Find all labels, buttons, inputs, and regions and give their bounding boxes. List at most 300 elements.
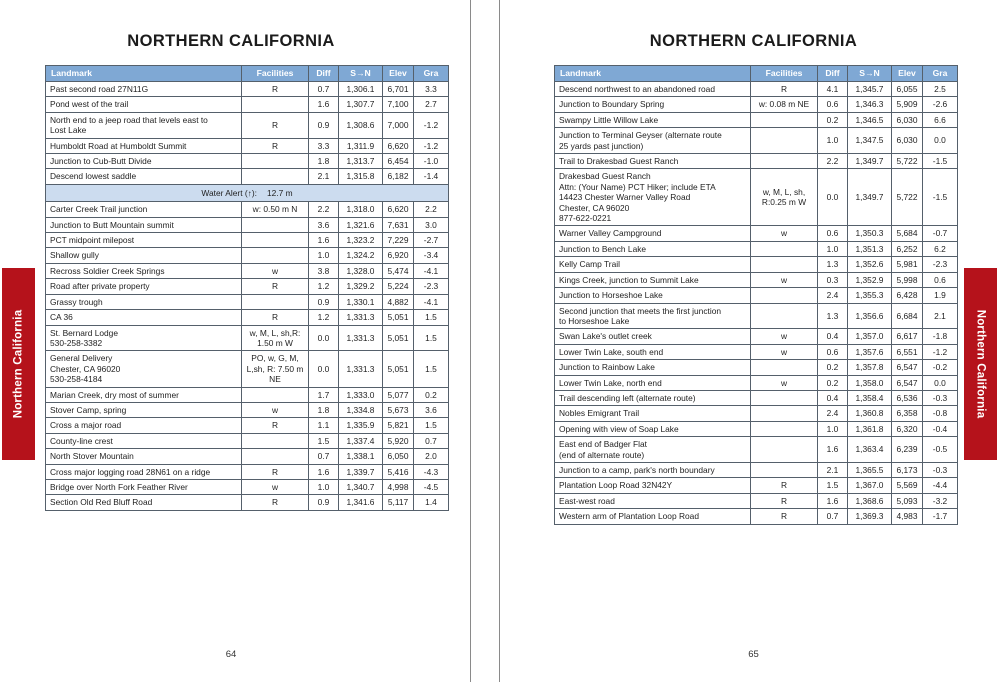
cell-gra: -2.3 bbox=[414, 279, 449, 294]
cell-elev: 5,684 bbox=[892, 226, 923, 241]
table-row bbox=[46, 279, 449, 294]
cell-landmark bbox=[555, 303, 751, 329]
column-header-diff: Diff bbox=[309, 66, 339, 82]
table-row bbox=[46, 433, 449, 448]
cell-elev: 6,547 bbox=[892, 360, 923, 375]
cell-sn: 1,349.7 bbox=[848, 169, 892, 226]
table-header-row bbox=[46, 66, 449, 82]
landmark-line: Carter Creek Trail junction bbox=[50, 204, 148, 215]
landmark-line: Opening with view of Soap Lake bbox=[559, 423, 679, 434]
cell-elev: 6,617 bbox=[892, 329, 923, 344]
cell-gra: -4.1 bbox=[414, 294, 449, 309]
water-alert-value: 12.7 m bbox=[266, 187, 293, 198]
cell-sn: 1,358.4 bbox=[848, 390, 892, 405]
cell-landmark bbox=[46, 464, 242, 479]
cell-gra: 3.3 bbox=[414, 82, 449, 97]
page-number-right: 65 bbox=[748, 649, 759, 660]
cell-sn: 1,331.3 bbox=[339, 310, 383, 325]
table-row bbox=[555, 154, 958, 169]
landmark-line: Recross Soldier Creek Springs bbox=[50, 265, 165, 276]
landmark-line: CA 36 bbox=[50, 312, 73, 323]
cell-sn: 1,360.8 bbox=[848, 406, 892, 421]
cell-diff: 1.0 bbox=[309, 479, 339, 494]
cell-diff: 0.9 bbox=[309, 495, 339, 510]
cell-facilities: w bbox=[751, 272, 818, 287]
landmark-line: 877-622-0221 bbox=[559, 213, 612, 224]
landmark-line: County-line crest bbox=[50, 435, 113, 446]
cell-landmark bbox=[555, 375, 751, 390]
landmark-line: Trail descending left (alternate route) bbox=[559, 392, 696, 403]
cell-landmark bbox=[555, 344, 751, 359]
landmark-line: Lost Lake bbox=[50, 125, 87, 136]
table-row bbox=[46, 479, 449, 494]
page-gutter bbox=[471, 0, 500, 682]
cell-gra: -0.2 bbox=[923, 360, 958, 375]
cell-landmark bbox=[46, 449, 242, 464]
cell-elev: 4,882 bbox=[383, 294, 414, 309]
facilities-line: sh, R: 7.50 m NE bbox=[253, 363, 304, 385]
cell-facilities: w bbox=[751, 375, 818, 390]
cell-elev: 5,051 bbox=[383, 351, 414, 387]
cell-diff: 2.4 bbox=[818, 288, 848, 303]
cell-diff: 0.0 bbox=[309, 351, 339, 387]
cell-facilities bbox=[242, 97, 309, 112]
landmark-line: Kings Creek, junction to Summit Lake bbox=[559, 274, 699, 285]
cell-elev: 5,051 bbox=[383, 310, 414, 325]
cell-elev: 6,030 bbox=[892, 112, 923, 127]
cell-landmark bbox=[555, 329, 751, 344]
cell-gra: -2.3 bbox=[923, 257, 958, 272]
cell-sn: 1,355.3 bbox=[848, 288, 892, 303]
table-row bbox=[46, 325, 449, 351]
table-row bbox=[46, 449, 449, 464]
cell-sn: 1,307.7 bbox=[339, 97, 383, 112]
cell-gra: -3.4 bbox=[414, 248, 449, 263]
cell-elev: 4,998 bbox=[383, 479, 414, 494]
cell-elev: 6,428 bbox=[892, 288, 923, 303]
cell-elev: 4,983 bbox=[892, 509, 923, 524]
table-row bbox=[46, 138, 449, 153]
table-row bbox=[555, 462, 958, 477]
cell-sn: 1,333.0 bbox=[339, 387, 383, 402]
cell-facilities bbox=[751, 303, 818, 329]
column-header-sn: S→N bbox=[848, 66, 892, 82]
cell-facilities bbox=[751, 437, 818, 463]
cell-sn: 1,369.3 bbox=[848, 509, 892, 524]
landmark-line: 530-258-4184 bbox=[50, 374, 103, 385]
cell-facilities: R bbox=[751, 478, 818, 493]
cell-facilities bbox=[751, 462, 818, 477]
cell-landmark bbox=[555, 97, 751, 112]
cell-gra: -4.3 bbox=[414, 464, 449, 479]
cell-gra: -1.2 bbox=[414, 112, 449, 138]
cell-diff: 1.5 bbox=[818, 478, 848, 493]
cell-elev: 5,722 bbox=[892, 169, 923, 226]
cell-landmark bbox=[555, 437, 751, 463]
facilities-line: 0.25 m W bbox=[770, 197, 807, 208]
cell-facilities bbox=[242, 351, 309, 387]
table-row bbox=[46, 154, 449, 169]
cell-sn: 1,345.7 bbox=[848, 82, 892, 97]
cell-sn: 1,357.6 bbox=[848, 344, 892, 359]
table-row bbox=[555, 406, 958, 421]
table-row bbox=[555, 344, 958, 359]
landmark-line: PCT midpoint milepost bbox=[50, 235, 135, 246]
cell-facilities bbox=[242, 294, 309, 309]
column-header-facilities: Facilities bbox=[242, 66, 309, 82]
cell-facilities bbox=[242, 433, 309, 448]
cell-facilities bbox=[751, 421, 818, 436]
table-row bbox=[46, 82, 449, 97]
cell-sn: 1,321.6 bbox=[339, 217, 383, 232]
section-tab-northern-california-right bbox=[964, 268, 997, 460]
cell-facilities bbox=[242, 387, 309, 402]
cell-elev: 6,620 bbox=[383, 202, 414, 217]
cell-landmark bbox=[555, 241, 751, 256]
cell-diff: 1.2 bbox=[309, 310, 339, 325]
page-number-left: 64 bbox=[225, 649, 237, 660]
facilities-line: R: 1.50 m W bbox=[257, 327, 301, 348]
cell-sn: 1,350.3 bbox=[848, 226, 892, 241]
cell-gra: 2.0 bbox=[414, 449, 449, 464]
table-row bbox=[46, 418, 449, 433]
cell-sn: 1,367.0 bbox=[848, 478, 892, 493]
landmark-line: Junction to Bench Lake bbox=[559, 243, 647, 254]
cell-diff: 1.0 bbox=[818, 128, 848, 154]
cell-diff: 1.8 bbox=[309, 402, 339, 417]
cell-sn: 1,331.3 bbox=[339, 325, 383, 351]
cell-gra: -1.8 bbox=[923, 329, 958, 344]
cell-diff: 3.6 bbox=[309, 217, 339, 232]
cell-landmark bbox=[46, 402, 242, 417]
cell-diff: 0.3 bbox=[818, 272, 848, 287]
cell-diff: 2.2 bbox=[818, 154, 848, 169]
water-alert-cell bbox=[46, 184, 449, 201]
landmark-line: (end of alternate route) bbox=[559, 449, 645, 460]
water-alert-label: Water Alert (↑): bbox=[201, 187, 257, 198]
cell-sn: 1,352.9 bbox=[848, 272, 892, 287]
cell-landmark bbox=[555, 462, 751, 477]
cell-facilities: R bbox=[751, 493, 818, 508]
landmark-line: Shallow gully bbox=[50, 250, 99, 261]
table-row bbox=[555, 241, 958, 256]
landmark-line: Junction to Horseshoe Lake bbox=[559, 290, 663, 301]
cell-elev: 6,701 bbox=[383, 82, 414, 97]
cell-landmark bbox=[555, 509, 751, 524]
cell-landmark bbox=[555, 128, 751, 154]
table-header-right bbox=[555, 66, 958, 82]
cell-sn: 1,341.6 bbox=[339, 495, 383, 510]
cell-diff: 0.0 bbox=[309, 325, 339, 351]
cell-gra: 0.6 bbox=[923, 272, 958, 287]
table-header-row bbox=[555, 66, 958, 82]
landmark-line: Junction to Terminal Geyser (alternate route bbox=[559, 130, 722, 141]
cell-gra: 1.4 bbox=[414, 495, 449, 510]
cell-sn: 1,323.2 bbox=[339, 233, 383, 248]
cell-sn: 1,346.5 bbox=[848, 112, 892, 127]
cell-elev: 5,474 bbox=[383, 263, 414, 278]
cell-landmark bbox=[46, 138, 242, 153]
landmark-line: Pond west of the trail bbox=[50, 99, 129, 110]
cell-facilities bbox=[751, 406, 818, 421]
cell-facilities bbox=[242, 325, 309, 351]
landmark-line: Descend northwest to an abandoned road bbox=[559, 84, 715, 94]
landmark-line: Bridge over North Fork Feather River bbox=[50, 481, 188, 492]
landmark-line: Lower Twin Lake, south end bbox=[559, 346, 664, 357]
cell-sn: 1,338.1 bbox=[339, 449, 383, 464]
cell-landmark bbox=[555, 169, 751, 226]
cell-gra: -1.5 bbox=[923, 169, 958, 226]
cell-gra: -0.7 bbox=[923, 226, 958, 241]
table-row bbox=[555, 478, 958, 493]
cell-sn: 1,328.0 bbox=[339, 263, 383, 278]
cell-facilities: R bbox=[242, 279, 309, 294]
cell-gra: 1.5 bbox=[414, 418, 449, 433]
table-row bbox=[555, 97, 958, 112]
cell-landmark bbox=[555, 226, 751, 241]
cell-diff: 1.6 bbox=[309, 464, 339, 479]
cell-elev: 5,093 bbox=[892, 493, 923, 508]
landmark-line: Descend lowest saddle bbox=[50, 171, 137, 182]
cell-facilities bbox=[242, 169, 309, 184]
table-row bbox=[555, 303, 958, 329]
cell-facilities: w: 0.50 m N bbox=[242, 202, 309, 217]
cell-diff: 2.1 bbox=[818, 462, 848, 477]
cell-elev: 6,547 bbox=[892, 375, 923, 390]
landmark-line: 14423 Chester Warner Valley Road bbox=[559, 192, 691, 203]
cell-sn: 1,329.2 bbox=[339, 279, 383, 294]
cell-facilities: R bbox=[242, 112, 309, 138]
cell-gra: -0.3 bbox=[923, 462, 958, 477]
landmark-line: Swan Lake's outlet creek bbox=[559, 331, 652, 342]
cell-landmark bbox=[46, 154, 242, 169]
cell-gra: -4.5 bbox=[414, 479, 449, 494]
cell-sn: 1,368.6 bbox=[848, 493, 892, 508]
cell-facilities: R bbox=[751, 509, 818, 524]
cell-diff: 3.8 bbox=[309, 263, 339, 278]
cell-landmark bbox=[46, 112, 242, 138]
cell-landmark bbox=[46, 263, 242, 278]
cell-landmark bbox=[555, 154, 751, 169]
cell-landmark bbox=[555, 478, 751, 493]
landmark-line: 530-258-3382 bbox=[50, 337, 103, 348]
cell-facilities: w: 0.08 m NE bbox=[751, 97, 818, 112]
column-header-gra: Gra bbox=[414, 66, 449, 82]
table-row bbox=[555, 128, 958, 154]
cell-facilities bbox=[751, 360, 818, 375]
cell-elev: 6,320 bbox=[892, 421, 923, 436]
section-tab-label: Northern California bbox=[12, 309, 25, 419]
cell-elev: 5,920 bbox=[383, 433, 414, 448]
cell-landmark bbox=[555, 493, 751, 508]
cell-gra: -1.0 bbox=[414, 154, 449, 169]
cell-facilities: R bbox=[242, 495, 309, 510]
cell-sn: 1,318.0 bbox=[339, 202, 383, 217]
cell-sn: 1,356.6 bbox=[848, 303, 892, 329]
landmark-line: Junction to Boundary Spring bbox=[559, 99, 665, 110]
landmark-line: Lower Twin Lake, north end bbox=[559, 377, 662, 388]
cell-gra: -0.8 bbox=[923, 406, 958, 421]
cell-elev: 5,569 bbox=[892, 478, 923, 493]
cell-landmark bbox=[46, 351, 242, 387]
landmark-table-right bbox=[554, 65, 958, 525]
cell-gra: 0.7 bbox=[414, 433, 449, 448]
cell-elev: 6,551 bbox=[892, 344, 923, 359]
cell-sn: 1,311.9 bbox=[339, 138, 383, 153]
cell-gra: -1.5 bbox=[923, 154, 958, 169]
cell-sn: 1,339.7 bbox=[339, 464, 383, 479]
cell-sn: 1,351.3 bbox=[848, 241, 892, 256]
cell-landmark bbox=[46, 233, 242, 248]
cell-sn: 1,357.8 bbox=[848, 360, 892, 375]
cell-facilities: w bbox=[751, 344, 818, 359]
column-header-landmark: Landmark bbox=[46, 66, 242, 82]
cell-facilities bbox=[242, 449, 309, 464]
cell-landmark bbox=[555, 257, 751, 272]
cell-gra: 1.5 bbox=[414, 325, 449, 351]
cell-facilities bbox=[751, 112, 818, 127]
cell-landmark bbox=[46, 433, 242, 448]
landmark-line: Nobles Emigrant Trail bbox=[559, 408, 640, 419]
landmark-line: Junction to Butt Mountain summit bbox=[50, 219, 174, 230]
landmark-line: General Delivery bbox=[50, 353, 113, 364]
column-header-elev: Elev bbox=[892, 66, 923, 82]
cell-sn: 1,365.5 bbox=[848, 462, 892, 477]
cell-facilities bbox=[242, 233, 309, 248]
cell-gra: -4.1 bbox=[414, 263, 449, 278]
cell-elev: 7,000 bbox=[383, 112, 414, 138]
facilities-line: w, M, L, sh, R: bbox=[761, 187, 806, 208]
landmark-table-right-wrap bbox=[554, 65, 957, 525]
landmark-line: Swampy Little Willow Lake bbox=[559, 114, 659, 125]
cell-gra: -2.6 bbox=[923, 97, 958, 112]
cell-landmark bbox=[555, 82, 751, 97]
landmark-line: to Horseshoe Lake bbox=[559, 315, 630, 326]
cell-diff: 1.6 bbox=[309, 233, 339, 248]
cell-facilities bbox=[751, 154, 818, 169]
cell-landmark bbox=[46, 387, 242, 402]
cell-sn: 1,306.1 bbox=[339, 82, 383, 97]
cell-gra: 1.5 bbox=[414, 351, 449, 387]
cell-diff: 0.0 bbox=[818, 169, 848, 226]
cell-gra: 3.0 bbox=[414, 217, 449, 232]
cell-elev: 6,030 bbox=[892, 128, 923, 154]
table-body-right bbox=[555, 82, 958, 525]
cell-elev: 5,722 bbox=[892, 154, 923, 169]
cell-gra: -1.2 bbox=[923, 344, 958, 359]
cell-sn: 1,334.8 bbox=[339, 402, 383, 417]
landmark-line: Grassy trough bbox=[50, 296, 103, 307]
landmark-line: Drakesbad Guest Ranch bbox=[559, 171, 651, 182]
landmark-line: Attn: (Your Name) PCT Hiker; include ETA bbox=[559, 181, 716, 192]
landmark-line: 25 yards past junction) bbox=[559, 140, 644, 151]
cell-facilities: R bbox=[242, 464, 309, 479]
cell-sn: 1,315.8 bbox=[339, 169, 383, 184]
cell-diff: 1.3 bbox=[818, 303, 848, 329]
cell-diff: 1.8 bbox=[309, 154, 339, 169]
table-row bbox=[555, 169, 958, 226]
cell-landmark bbox=[46, 217, 242, 232]
cell-diff: 0.6 bbox=[818, 97, 848, 112]
table-row bbox=[46, 217, 449, 232]
cell-diff: 1.0 bbox=[309, 248, 339, 263]
cell-diff: 1.2 bbox=[309, 279, 339, 294]
section-tab-label: Northern California bbox=[974, 309, 987, 419]
cell-elev: 5,416 bbox=[383, 464, 414, 479]
cell-diff: 2.2 bbox=[309, 202, 339, 217]
table-body-left bbox=[46, 82, 449, 511]
table-row bbox=[555, 493, 958, 508]
landmark-line: Second junction that meets the first junction bbox=[559, 305, 722, 316]
column-header-landmark: Landmark bbox=[555, 66, 751, 82]
cell-diff: 0.2 bbox=[818, 112, 848, 127]
cell-landmark bbox=[46, 418, 242, 433]
table-row bbox=[555, 390, 958, 405]
cell-landmark bbox=[46, 169, 242, 184]
table-row bbox=[555, 112, 958, 127]
cell-facilities: w bbox=[242, 402, 309, 417]
landmark-line: North end to a jeep road that levels east to bbox=[50, 114, 208, 125]
cell-facilities: w bbox=[751, 226, 818, 241]
page-left bbox=[0, 0, 471, 682]
table-row bbox=[46, 233, 449, 248]
landmark-line: St. Bernard Lodge bbox=[50, 327, 118, 338]
cell-diff: 0.2 bbox=[818, 375, 848, 390]
cell-diff: 1.0 bbox=[818, 241, 848, 256]
cell-elev: 5,224 bbox=[383, 279, 414, 294]
cell-facilities: w bbox=[751, 329, 818, 344]
cell-diff: 0.2 bbox=[818, 360, 848, 375]
cell-elev: 6,358 bbox=[892, 406, 923, 421]
column-header-gra: Gra bbox=[923, 66, 958, 82]
landmark-line: Marian Creek, dry most of summer bbox=[50, 389, 179, 400]
cell-landmark bbox=[555, 421, 751, 436]
cell-diff: 1.6 bbox=[818, 437, 848, 463]
cell-elev: 5,673 bbox=[383, 402, 414, 417]
landmark-line: North Stover Mountain bbox=[50, 451, 134, 462]
cell-diff: 0.7 bbox=[309, 82, 339, 97]
cell-facilities bbox=[751, 241, 818, 256]
cell-sn: 1,352.6 bbox=[848, 257, 892, 272]
cell-gra: -2.7 bbox=[414, 233, 449, 248]
cell-landmark bbox=[555, 390, 751, 405]
landmark-line: Cross a major road bbox=[50, 420, 122, 431]
table-row bbox=[46, 387, 449, 402]
cell-facilities: w bbox=[242, 263, 309, 278]
cell-sn: 1,308.6 bbox=[339, 112, 383, 138]
cell-diff: 2.1 bbox=[309, 169, 339, 184]
table-row bbox=[46, 294, 449, 309]
cell-diff: 2.4 bbox=[818, 406, 848, 421]
cell-gra: 0.0 bbox=[923, 128, 958, 154]
cell-gra: 3.6 bbox=[414, 402, 449, 417]
landmark-line: Western arm of Plantation Loop Road bbox=[559, 511, 699, 522]
cell-facilities: R bbox=[242, 418, 309, 433]
cell-diff: 1.6 bbox=[818, 493, 848, 508]
cell-gra: -4.4 bbox=[923, 478, 958, 493]
cell-sn: 1,335.9 bbox=[339, 418, 383, 433]
cell-landmark bbox=[46, 479, 242, 494]
cell-diff: 1.7 bbox=[309, 387, 339, 402]
cell-diff: 1.0 bbox=[818, 421, 848, 436]
cell-elev: 5,051 bbox=[383, 325, 414, 351]
column-header-elev: Elev bbox=[383, 66, 414, 82]
cell-facilities bbox=[751, 257, 818, 272]
table-row bbox=[555, 82, 958, 97]
cell-landmark bbox=[555, 360, 751, 375]
cell-elev: 5,909 bbox=[892, 97, 923, 112]
table-row bbox=[46, 402, 449, 417]
